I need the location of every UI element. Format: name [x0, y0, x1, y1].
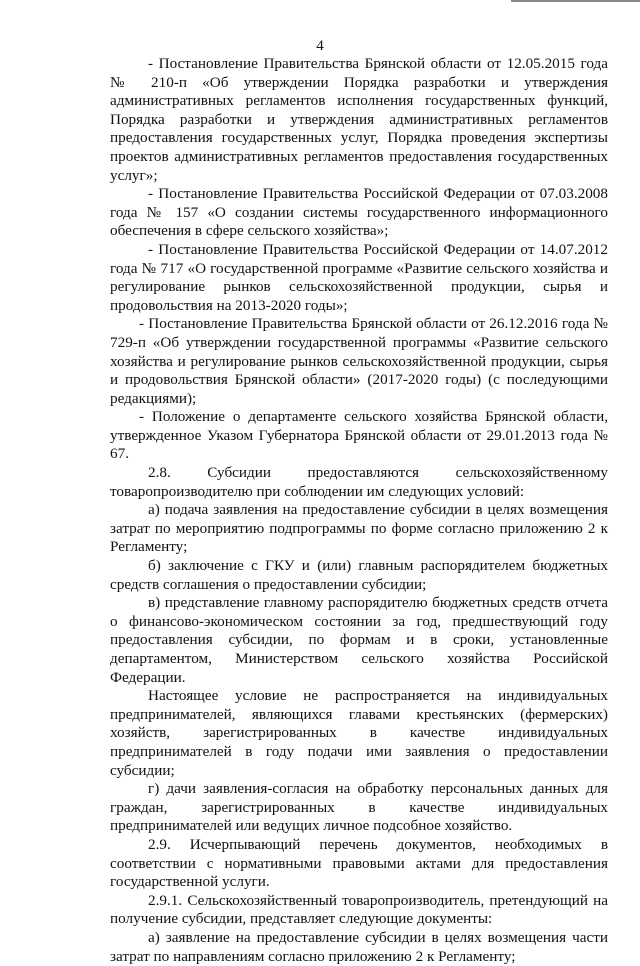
paragraph: 2.9.1. Сельскохозяйственный товаропроизводитель, претендующий на получение субсидии, представляет следующие документы:	[110, 891, 608, 928]
paragraph: - Постановление Правительства Брянской области от 12.05.2015 года № 210-п «Об утверждении Порядка разработки и утверждения административных регламентов исполнения государственных функций, Порядка разработки и утверждения административных регламентов предоставления государственных услуг, Порядка проведения экспертизы проектов административных регламентов предоставления государственных услуг»;	[110, 55, 608, 184]
paragraph: 2.8. Субсидии предоставляются сельскохозяйственному товаропроизводителю при соблюдении им следующих условий:	[110, 464, 608, 500]
document-body	[110, 55, 608, 966]
paragraph: а) подача заявления на предоставление субсидии в целях возмещения затрат по мероприятию подпрограммы по форме согласно приложению 2 к Регламенту;	[110, 501, 608, 556]
paragraph: - Постановление Правительства Брянской области от 26.12.2016 года № 729-п «Об утверждении государственной программы «Развитие сельского хозяйства и регулирование рынков сельскохозяйственной продукции, сырья и продовольствия Брянской области» (2017-2020 годы) (с последующими редакциями);	[110, 315, 608, 407]
paragraph: - Положение о департаменте сельского хозяйства Брянской области, утвержденное Указом Губернатора Брянской области от 29.01.2013 года № 67.	[110, 408, 608, 463]
paragraph: 2.9. Исчерпывающий перечень документов, необходимых в соответствии с нормативными правовыми актами для предоставления государственной услуги.	[110, 835, 608, 891]
paragraph: г) дачи заявления-согласия на обработку персональных данных для граждан, зарегистрированных в качестве индивидуальных предпринимателей или ведущих личное подсобное хозяйство.	[110, 780, 608, 835]
paragraph: Настоящее условие не распространяется на индивидуальных предпринимателей, являющихся главами крестьянских (фермерских) хозяйств, зарегистрированных в качестве индивидуальных предпринимателей в году подачи ими заявления о предоставлении субсидии;	[110, 687, 608, 779]
paragraph: в) представление главному распорядителю бюджетных средств отчета о финансово-экономическом состоянии за год, предшествующий году предоставления субсидии, по формам и в сроки, установленные департаментом, Министерством сельского хозяйства Российской Федерации.	[110, 594, 608, 686]
page-number: 4	[316, 38, 324, 54]
paragraph: б) заключение с ГКУ и (или) главным распорядителем бюджетных средств соглашения о предоставлении субсидии;	[110, 557, 608, 593]
paragraph: - Постановление Правительства Российской Федерации от 14.07.2012 года № 717 «О государственной программе «Развитие сельского хозяйства и регулирование рынков сельскохозяйственной продукции, сырья и продовольствия на 2013-2020 годы»;	[110, 240, 608, 314]
paragraph: - Постановление Правительства Российской Федерации от 07.03.2008 года № 157 «О создании системы государственного информационного обеспечения в сфере сельского хозяйства»;	[110, 185, 608, 240]
paragraph: а) заявление на предоставление субсидии в целях возмещения части затрат по направлениям согласно приложению 2 к Регламенту;	[110, 928, 608, 965]
header-rule	[511, 0, 640, 2]
